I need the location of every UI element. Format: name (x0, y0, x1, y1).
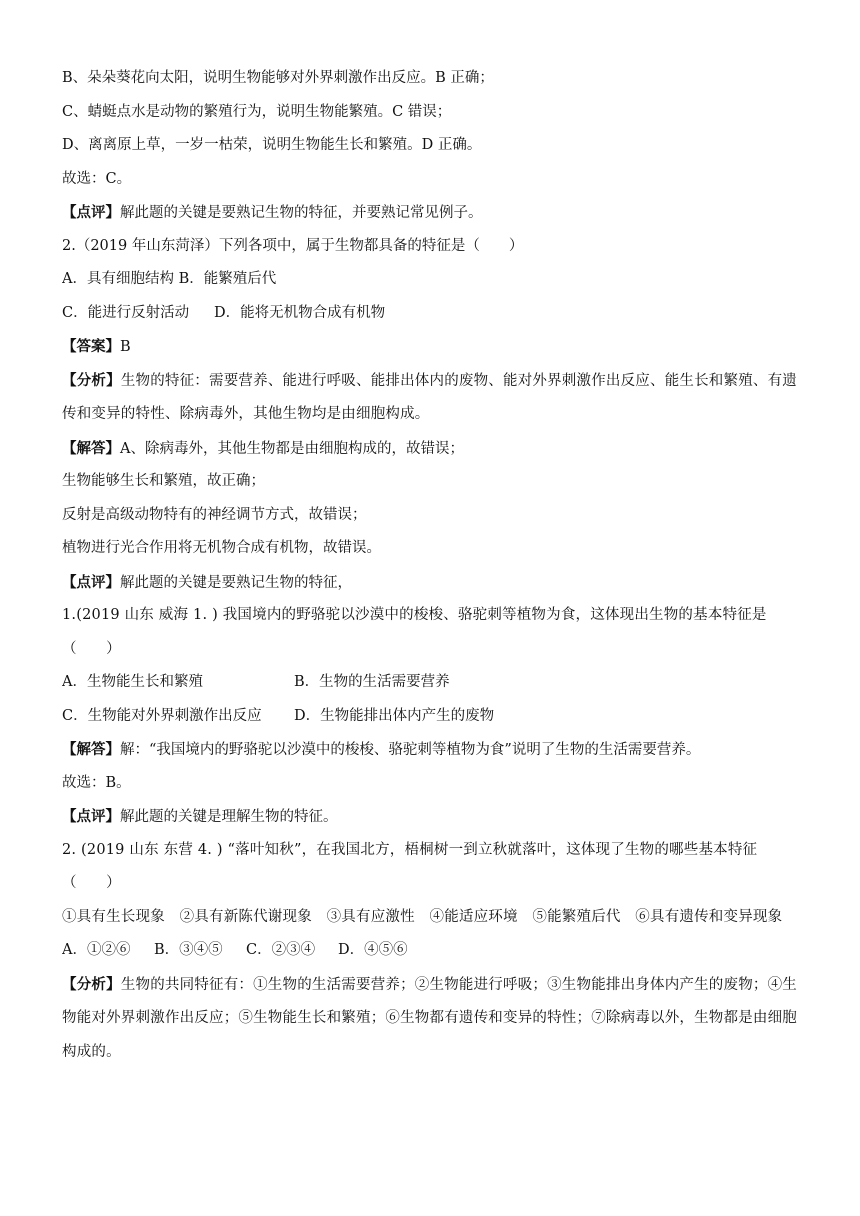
question-3-option-d: D．生物能排出体内产生的废物 (294, 707, 495, 724)
question-3-comment (62, 800, 800, 834)
question-2-answer (62, 330, 800, 364)
comment-tag: 【点评】 (62, 204, 120, 221)
comment-tag: 【点评】 (62, 808, 120, 825)
question-3-solution (62, 733, 800, 767)
question-3-option-c: C．生物能对外界刺激作出反应 (62, 707, 262, 724)
question-4-option-a: A．①②⑥ (62, 942, 131, 958)
comment-line (62, 196, 800, 230)
question-4-analysis (62, 968, 800, 1070)
question-3-choice: 故选：B。 (62, 774, 131, 791)
analysis-tag: 【分析】 (62, 371, 121, 389)
solution-tag: 【解答】 (62, 741, 120, 758)
comment-text: 解此题的关键是理解生物的特征。 (120, 809, 338, 825)
choice-line: 故选：C。 (62, 170, 132, 187)
question-2-solution-line-4: 植物进行光合作用将无机物合成有机物，故错误。 (62, 540, 381, 556)
question-2-solution-line-2: 生物能够生长和繁殖，故正确； (62, 473, 265, 489)
question-3-option-b: B．生物的生活需要营养 (294, 674, 450, 690)
analysis-text: 生物的特征：需要营养、能进行呼吸、能排出体内的废物、能对外界刺激作出反应、能生长和繁殖、有遗传和变异的特性、除病毒外，其他生物均是由细胞构成。 (62, 372, 798, 422)
question-4-option-d: D．④⑤⑥ (338, 942, 408, 958)
comment-text: 解此题的关键是要熟记生物的特征，并要熟记常见例子。 (120, 205, 483, 221)
question-4-items: ①具有生长现象 ②具有新陈代谢现象 ③具有应激性 ④能适应环境 ⑤能繁殖后代 ⑥具有遗传和变异现象 (62, 908, 783, 925)
question-2-solution (62, 432, 800, 466)
question-4-option-b: B．③④⑤ (154, 942, 223, 958)
question-2-stem: 2.（2019 年山东菏泽）下列各项中，属于生物都具备的特征是（ ） (62, 237, 524, 254)
option-d-explanation: D、离离原上草，一岁一枯荣，说明生物能生长和繁殖。D 正确。 (62, 137, 482, 153)
option-c-explanation: C、蜻蜓点水是动物的繁殖行为，说明生物能繁殖。C 错误； (62, 103, 452, 120)
question-2-solution-line-3: 反射是高级动物特有的神经调节方式，故错误； (62, 506, 367, 523)
question-2-analysis (62, 364, 800, 432)
comment-tag: 【点评】 (62, 573, 120, 591)
question-2-comment (62, 566, 800, 600)
question-2-option-d: D．能将无机物合成有机物 (214, 304, 386, 321)
question-2-options-ab: A．具有细胞结构 B．能繁殖后代 (62, 271, 277, 287)
solution-text: A、除病毒外，其他生物都是由细胞构成的，故错误； (120, 440, 464, 457)
answer-tag: 【答案】 (62, 338, 120, 355)
solution-tag: 【解答】 (62, 439, 120, 457)
question-3-options-cd (62, 700, 800, 734)
analysis-tag: 【分析】 (62, 975, 121, 993)
analysis-text: 生物的共同特征有：①生物的生活需要营养；②生物能进行呼吸；③生物能排出身体内产生的废物；④生物能对外界刺激作出反应；⑤生物能生长和繁殖；⑥生物都有遗传和变异的特性；⑦除病毒以外，生物都是由细胞构成的。 (62, 976, 798, 1060)
solution-text: 解：“我国境内的野骆驼以沙漠中的梭梭、骆驼刺等植物为食”说明了生物的生活需要营养。 (120, 742, 701, 758)
answer-text: B (120, 339, 131, 355)
question-3-stem: 1.(2019 山东 威海 1. ) 我国境内的野骆驼以沙漠中的梭梭、骆驼刺等植物为食，这体现出生物的基本特征是（ ） (62, 607, 767, 657)
question-3-option-a: A．生物能生长和繁殖 (62, 674, 203, 690)
question-4-stem: 2. (2019 山东 东营 4. ) “落叶知秋”，在我国北方，梧桐树一到立秋就落叶，这体现了生物的哪些基本特征（ ） (62, 841, 758, 891)
question-4-options (62, 934, 800, 968)
question-4-option-c: C．②③④ (246, 942, 316, 958)
question-2-option-c: C．能进行反射活动 (62, 304, 190, 321)
comment-text: 解此题的关键是要熟记生物的特征， (120, 574, 352, 591)
question-2-options-cd (62, 297, 800, 331)
question-3-options-ab (62, 666, 800, 700)
option-b-explanation: B、朵朵葵花向太阳，说明生物能够对外界刺激作出反应。B 正确； (62, 70, 494, 86)
